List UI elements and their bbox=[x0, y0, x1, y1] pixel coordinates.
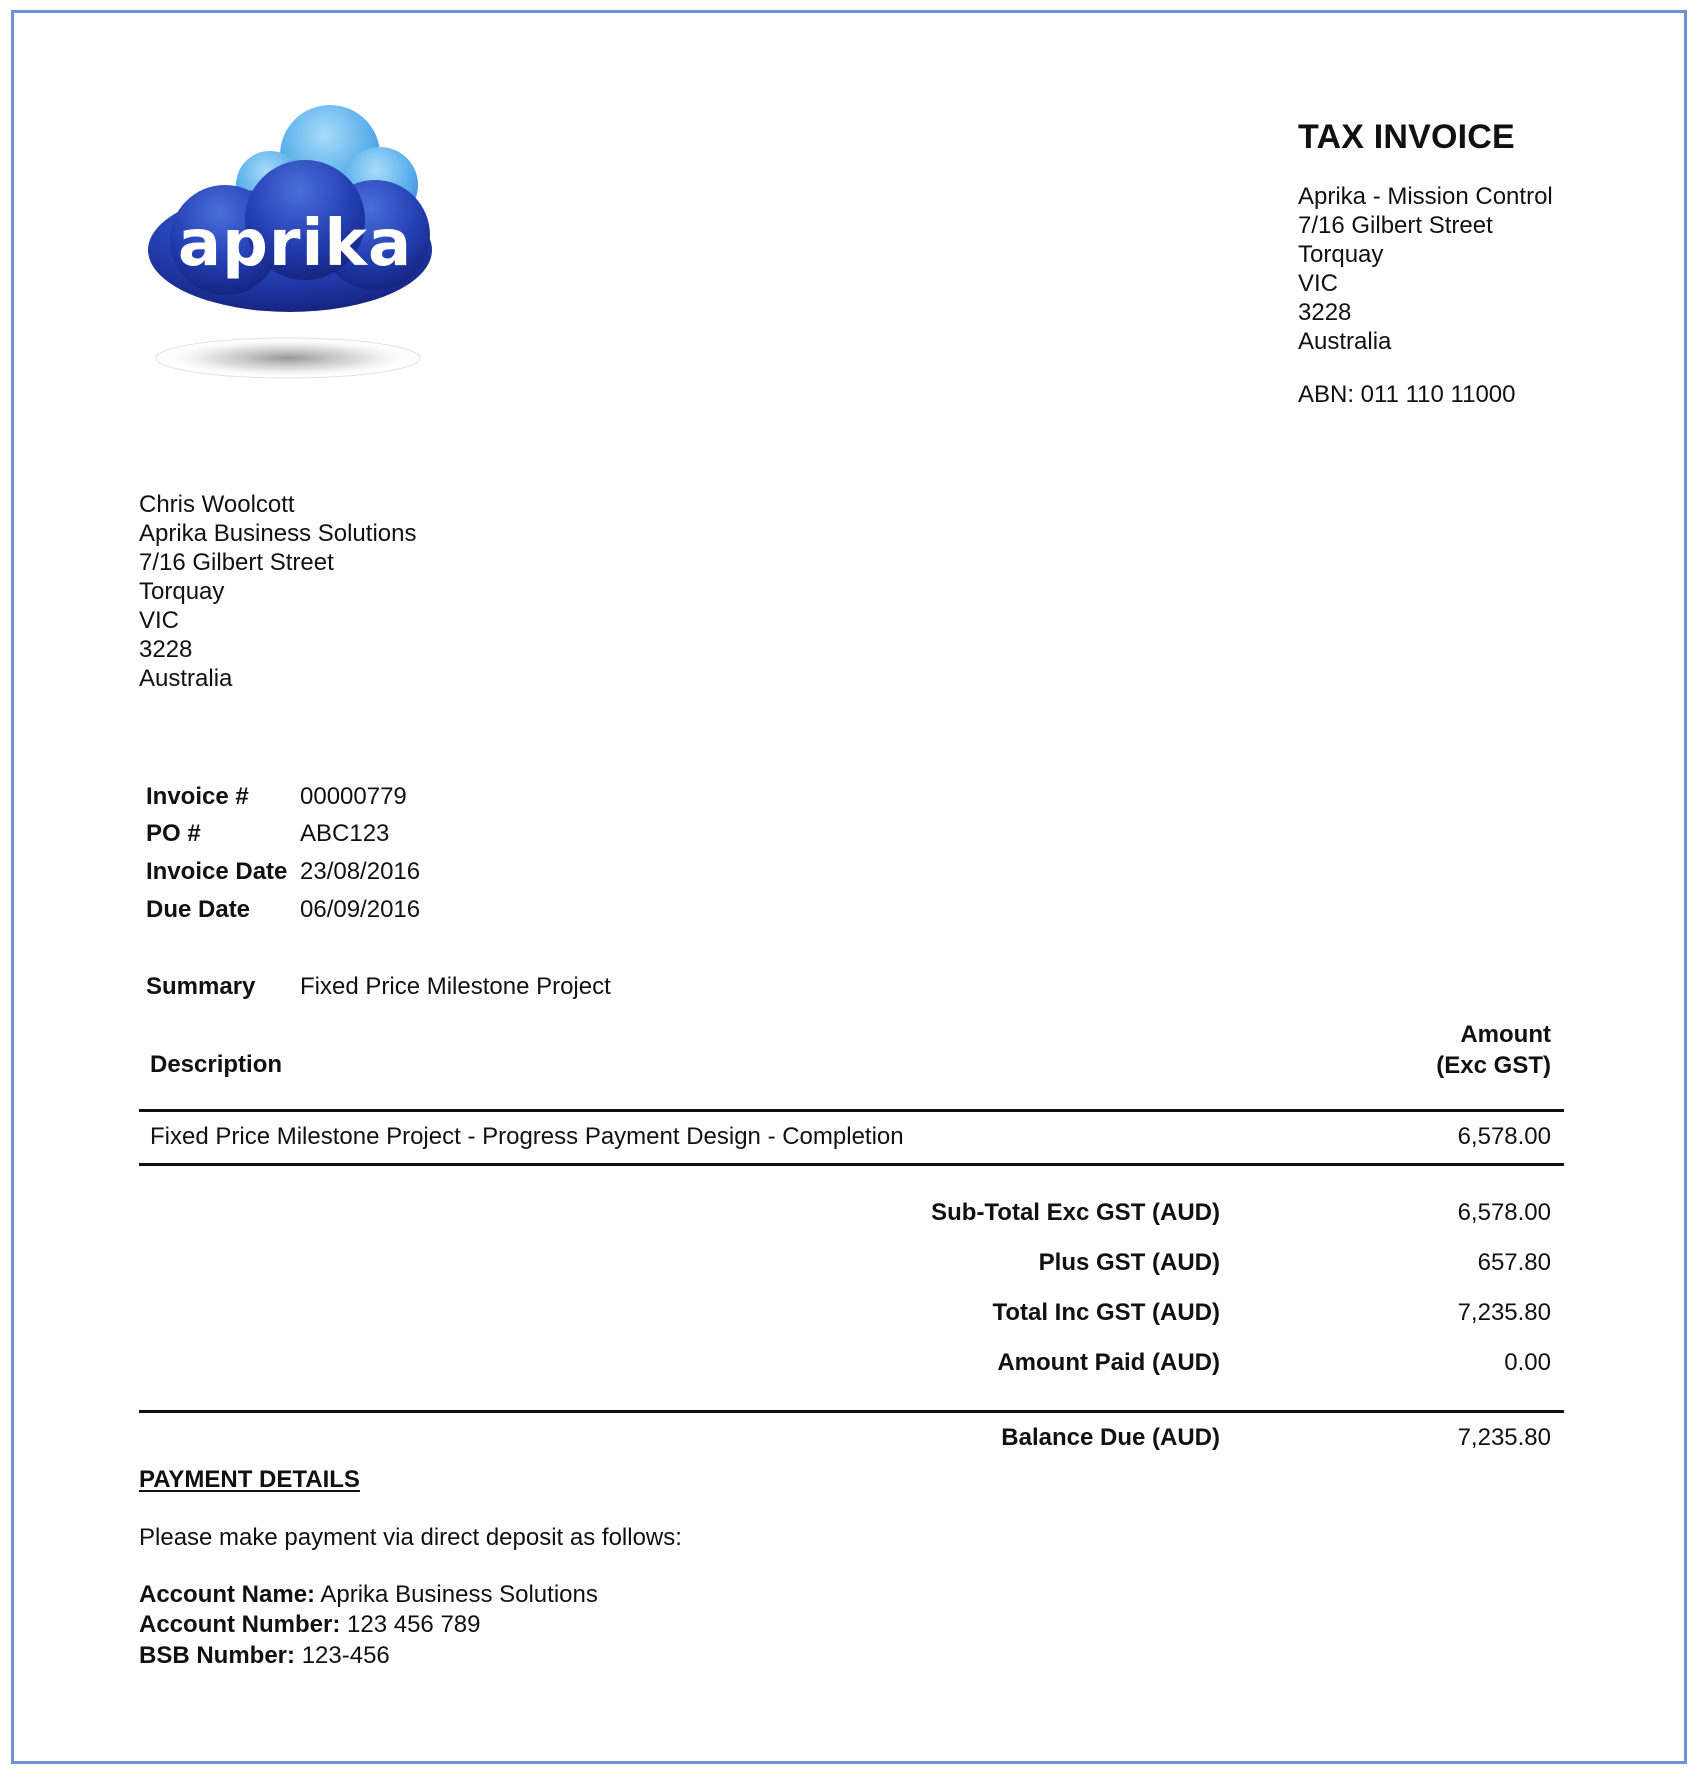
recipient-street: 7/16 Gilbert Street bbox=[139, 549, 334, 576]
amount-header-line1: Amount bbox=[1460, 1021, 1551, 1048]
payment-details-heading: PAYMENT DETAILS bbox=[139, 1466, 360, 1493]
subtotal-value: 6,578.00 bbox=[1457, 1199, 1551, 1226]
recipient-state: VIC bbox=[139, 607, 180, 634]
subtotal-label: Sub-Total Exc GST (AUD) bbox=[931, 1199, 1220, 1226]
amount-paid-label: Amount Paid (AUD) bbox=[997, 1349, 1220, 1376]
recipient-postcode: 3228 bbox=[139, 636, 193, 663]
sender-postcode: 3228 bbox=[1298, 299, 1352, 326]
recipient-company: Aprika Business Solutions bbox=[139, 520, 417, 547]
recipient-city: Torquay bbox=[139, 578, 225, 605]
amount-paid-value: 0.00 bbox=[1504, 1349, 1551, 1376]
total-value: 7,235.80 bbox=[1457, 1299, 1551, 1326]
due-date-value: 06/09/2016 bbox=[300, 896, 421, 923]
balance-due-value: 7,235.80 bbox=[1457, 1424, 1551, 1451]
sender-abn: ABN: 011 110 11000 bbox=[1298, 381, 1516, 408]
sender-country: Australia bbox=[1298, 328, 1392, 355]
line-item-description: Fixed Price Milestone Project - Progress Payment Design - Completion bbox=[150, 1123, 904, 1150]
amount-header-line2: (Exc GST) bbox=[1436, 1052, 1551, 1079]
invoice-date-value: 23/08/2016 bbox=[300, 858, 421, 885]
account-number-row bbox=[139, 1611, 480, 1639]
sender-city: Torquay bbox=[1298, 241, 1384, 268]
po-number-label: PO # bbox=[146, 820, 201, 847]
payment-instructions: Please make payment via direct deposit as follows: bbox=[139, 1524, 682, 1551]
recipient-address bbox=[139, 490, 416, 693]
account-number-label: Account Number: bbox=[139, 1611, 341, 1638]
logo-wordmark: aprika bbox=[177, 207, 413, 281]
sender-address bbox=[1298, 182, 1553, 356]
description-column-header: Description bbox=[150, 1051, 283, 1078]
account-name-label: Account Name: bbox=[139, 1581, 316, 1608]
account-name-value: Aprika Business Solutions bbox=[320, 1581, 598, 1608]
table-header-divider bbox=[139, 1109, 1564, 1112]
summary-value: Fixed Price Milestone Project bbox=[300, 973, 611, 1000]
bsb-number-value: 123-456 bbox=[301, 1642, 390, 1669]
bsb-number-label: BSB Number: bbox=[139, 1642, 296, 1669]
total-label: Total Inc GST (AUD) bbox=[992, 1299, 1220, 1326]
gst-value: 657.80 bbox=[1477, 1249, 1551, 1276]
sender-state: VIC bbox=[1298, 270, 1339, 297]
invoice-number-value: 00000779 bbox=[300, 783, 407, 810]
invoice-number-label: Invoice # bbox=[146, 783, 249, 810]
account-number-value: 123 456 789 bbox=[347, 1611, 481, 1638]
bsb-number-row bbox=[139, 1642, 390, 1670]
recipient-contact: Chris Woolcott bbox=[139, 491, 295, 518]
recipient-country: Australia bbox=[139, 665, 233, 692]
gst-label: Plus GST (AUD) bbox=[1038, 1249, 1220, 1276]
summary-label: Summary bbox=[146, 973, 256, 1000]
amount-column-header bbox=[1380, 1019, 1551, 1081]
document-title: TAX INVOICE bbox=[1298, 118, 1515, 156]
po-number-value: ABC123 bbox=[300, 820, 390, 847]
aprika-logo bbox=[140, 100, 450, 390]
sender-street: 7/16 Gilbert Street bbox=[1298, 212, 1493, 239]
account-name-row bbox=[139, 1581, 598, 1609]
sender-name: Aprika - Mission Control bbox=[1298, 183, 1553, 210]
line-item-amount: 6,578.00 bbox=[1457, 1123, 1551, 1150]
table-body-divider bbox=[139, 1163, 1564, 1166]
invoice-date-label: Invoice Date bbox=[146, 858, 288, 885]
due-date-label: Due Date bbox=[146, 896, 251, 923]
balance-due-label: Balance Due (AUD) bbox=[1001, 1424, 1220, 1451]
cloud-logo-icon bbox=[140, 100, 450, 390]
totals-divider bbox=[139, 1410, 1564, 1413]
